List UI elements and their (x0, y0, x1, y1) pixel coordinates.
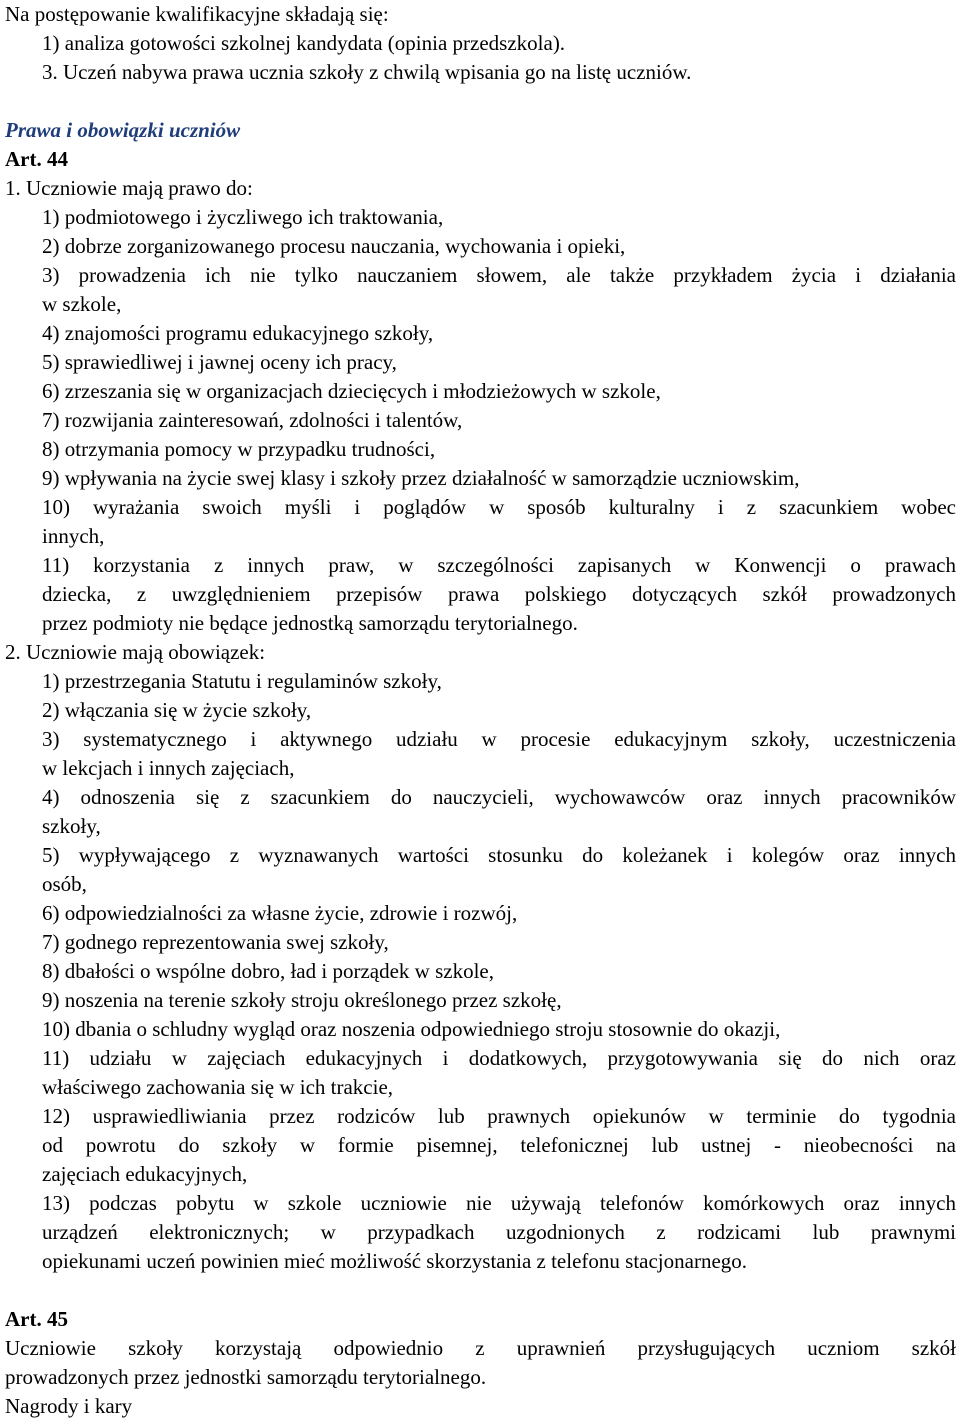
list-item: 7) godnego reprezentowania swej szkoły, (42, 930, 389, 954)
list-item-continuation: zajęciach edukacyjnych, (42, 1162, 248, 1186)
list-item: 12) usprawiedliwiania przez rodziców lub prawnych opiekunów w terminie do tygodnia (42, 1104, 956, 1128)
list-item-continuation: innych, (42, 524, 105, 548)
list-item: 1) podmiotowego i życzliwego ich traktowania, (42, 205, 444, 229)
list-item: 11) udziału w zajęciach edukacyjnych i dodatkowych, przygotowywania się do nich oraz (42, 1046, 956, 1070)
article-label: Art. 44 (5, 147, 68, 171)
list-item: 4) odnoszenia się z szacunkiem do nauczycieli, wychowawców oraz innych pracowników (42, 785, 956, 809)
list-item: 3) systematycznego i aktywnego udziału w procesie edukacyjnym szkoły, uczestniczenia (42, 727, 956, 751)
list-item-continuation: dziecka, z uwzględnieniem przepisów prawa polskiego dotyczących szkół prowadzonych (42, 582, 956, 606)
list-item-continuation: właściwego zachowania się w ich trakcie, (42, 1075, 394, 1099)
list-item: 2) dobrze zorganizowanego procesu nauczania, wychowania i opieki, (42, 234, 626, 258)
list-item: 10) wyrażania swoich myśli i poglądów w sposób kulturalny i z szacunkiem wobec (42, 495, 956, 519)
intro-line: Na postępowanie kwalifikacyjne składają się: (5, 2, 389, 26)
list-item: 6) odpowiedzialności za własne życie, zdrowie i rozwój, (42, 901, 518, 925)
list-item: 8) dbałości o wspólne dobro, ład i porządek w szkole, (42, 959, 494, 983)
section-heading: Prawa i obowiązki uczniów (5, 118, 241, 142)
list-item-continuation: od powrotu do szkoły w formie pisemnej, telefonicznej lub ustnej - nieobecności na (42, 1133, 956, 1157)
list-item: 9) noszenia na terenie szkoły stroju określonego przez szkołę, (42, 988, 562, 1012)
paragraph-title: 2. Uczniowie mają obowiązek: (5, 640, 266, 664)
spacer (5, 1276, 956, 1301)
article-label: Art. 45 (5, 1307, 68, 1331)
list-item-continuation: przez podmioty nie będące jednostką samorządu terytorialnego. (42, 611, 578, 635)
list-item: 8) otrzymania pomocy w przypadku trudności, (42, 437, 436, 461)
list-item-continuation: szkoły, (42, 814, 101, 838)
article-text: Uczniowie szkoły korzystają odpowiednio z uprawnień przysługujących uczniom szkół (5, 1336, 956, 1360)
list-item-continuation: urządzeń elektronicznych; w przypadkach uzgodnionych z rodzicami lub prawnymi (42, 1220, 956, 1244)
intro-item: 1) analiza gotowości szkolnej kandydata (opinia przedszkola). (42, 31, 566, 55)
list-item: 6) zrzeszania się w organizacjach dziecięcych i młodzieżowych w szkole, (42, 379, 661, 403)
list-item: 2) włączania się w życie szkoły, (42, 698, 312, 722)
list-item-continuation: opiekunami uczeń powinien mieć możliwość skorzystania z telefonu stacjonarnego. (42, 1249, 748, 1273)
list-item: 11) korzystania z innych praw, w szczególności zapisanych w Konwencji o prawach (42, 553, 956, 577)
list-item: 4) znajomości programu edukacyjnego szkoły, (42, 321, 434, 345)
list-item: 7) rozwijania zainteresowań, zdolności i talentów, (42, 408, 463, 432)
list-item-continuation: w lekcjach i innych zajęciach, (42, 756, 295, 780)
list-item-continuation: w szkole, (42, 292, 122, 316)
article-text: prowadzonych przez jednostki samorządu terytorialnego. (5, 1365, 487, 1389)
list-item: 9) wpływania na życie swej klasy i szkoły przez działalność w samorządzie uczniowskim, (42, 466, 800, 490)
intro-line: 3. Uczeń nabywa prawa ucznia szkoły z chwilą wpisania go na listę uczniów. (42, 60, 692, 84)
list-item-continuation: osób, (42, 872, 87, 896)
paragraph-title: 1. Uczniowie mają prawo do: (5, 176, 253, 200)
list-item: 13) podczas pobytu w szkole uczniowie nie używają telefonów komórkowych oraz innych (42, 1191, 956, 1215)
list-item: 5) sprawiedliwej i jawnej oceny ich pracy, (42, 350, 397, 374)
list-item: 5) wypływającego z wyznawanych wartości stosunku do koleżanek i kolegów oraz innych (42, 843, 956, 867)
next-section-heading: Nagrody i kary (5, 1394, 133, 1418)
list-item: 3) prowadzenia ich nie tylko nauczaniem słowem, ale także przykładem życia i działania (42, 263, 956, 287)
list-item: 1) przestrzegania Statutu i regulaminów szkoły, (42, 669, 442, 693)
list-item: 10) dbania o schludny wygląd oraz noszenia odpowiedniego stroju stosownie do okazji, (42, 1017, 781, 1041)
